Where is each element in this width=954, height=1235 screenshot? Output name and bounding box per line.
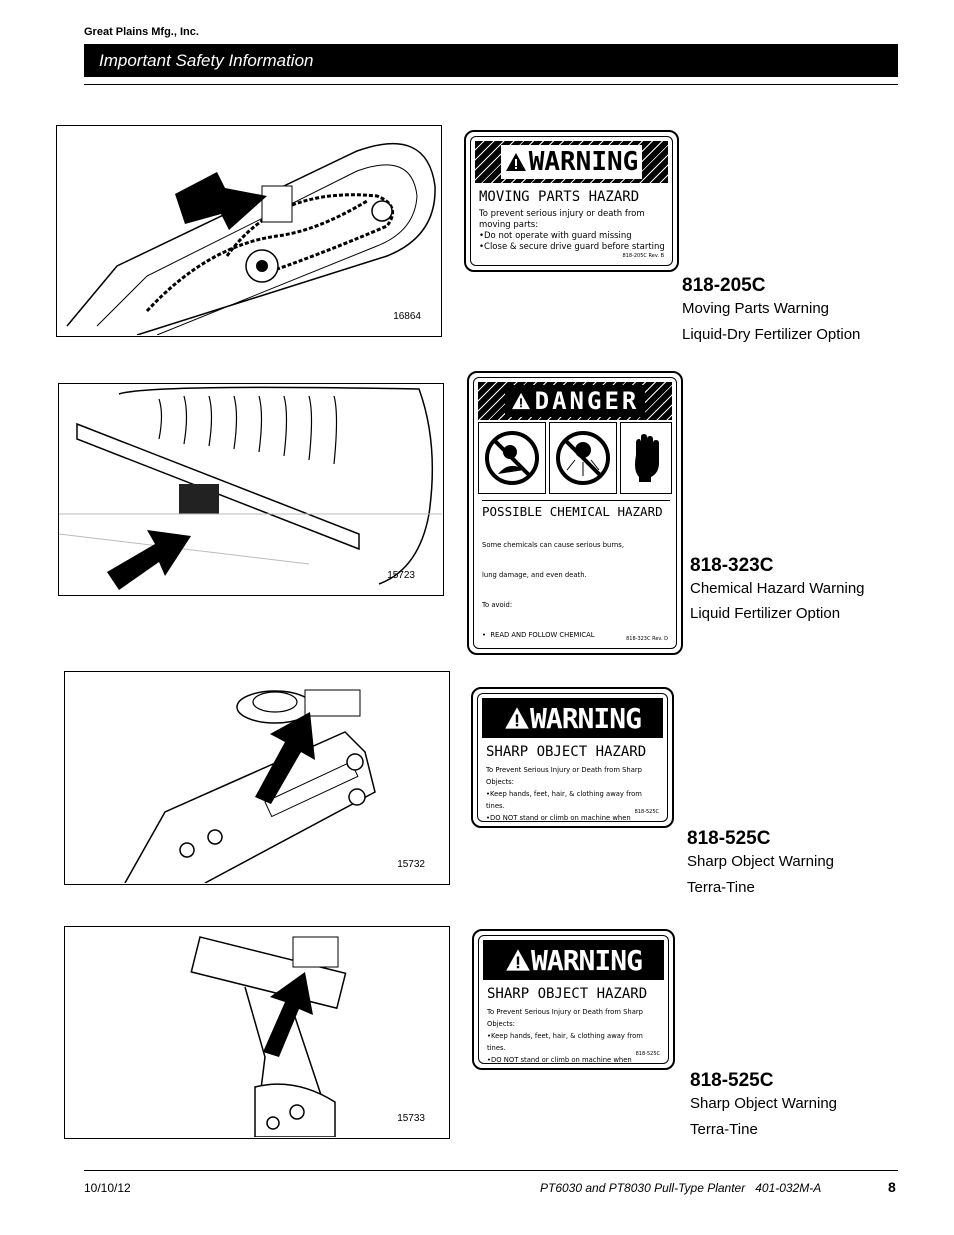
- signal-word-panel: [483, 940, 664, 980]
- body-line: To avoid:: [482, 601, 513, 609]
- warning-triangle-icon: [511, 392, 531, 410]
- part-number: 818-205C: [682, 275, 766, 296]
- part-application: Liquid Fertilizer Option: [690, 605, 841, 622]
- hazard-title: MOVING PARTS HAZARD: [479, 189, 640, 205]
- hazard-title: SHARP OBJECT HAZARD: [486, 744, 647, 760]
- part-description: Moving Parts Warning: [682, 300, 829, 317]
- signal-word-panel: [482, 698, 663, 738]
- photo-chemical-tank: [58, 383, 444, 596]
- body-line: lung damage, and even death.: [482, 571, 587, 579]
- part-application: Terra-Tine: [690, 1121, 758, 1138]
- decal-sharp-object-warning: [472, 929, 675, 1070]
- decal-moving-parts-warning: [464, 130, 679, 272]
- part-number: 818-525C: [687, 828, 771, 849]
- part-description: Sharp Object Warning: [687, 853, 835, 870]
- part-application: Liquid-Dry Fertilizer Option: [682, 326, 861, 343]
- body-line: To prevent serious injury or death from: [479, 209, 645, 219]
- warning-triangle-icon: [505, 948, 531, 972]
- body-line: •DO NOT stand or climb on machine when: [487, 1056, 632, 1064]
- header-divider: [84, 84, 898, 85]
- signal-word-panel: [478, 382, 672, 420]
- body-line: •Close & secure drive guard before starting: [479, 242, 665, 252]
- section-header-bar: [84, 44, 898, 77]
- body-line: •Keep hands, feet, hair, & clothing away from tines.: [487, 1032, 643, 1052]
- part-number: 818-323C: [690, 555, 774, 576]
- body-line: Some chemicals can cause serious burns,: [482, 541, 625, 549]
- body-line: moving parts:: [479, 220, 539, 230]
- photo-number: 15732: [397, 859, 425, 870]
- body-line: • READ AND FOLLOW CHEMICAL: [482, 631, 595, 639]
- body-line: To Prevent Serious Injury or Death from Sharp Objects:: [486, 766, 642, 786]
- part-description: Sharp Object Warning: [690, 1095, 838, 1112]
- no-spray-icon: [549, 422, 617, 494]
- no-inhale-icon: [478, 422, 546, 494]
- body-line: •Keep hands, feet, hair, & clothing away from tines.: [486, 790, 642, 810]
- photo-drive-chain: [56, 125, 442, 337]
- photo-terra-tine-2: [64, 926, 450, 1139]
- hazard-body: [479, 209, 666, 253]
- signal-word-panel: [475, 141, 668, 183]
- decal-sharp-object-warning: [471, 687, 674, 828]
- photo-number: 15723: [387, 570, 415, 581]
- signal-word: DANGER: [534, 387, 640, 415]
- warning-triangle-icon: [505, 152, 527, 172]
- signal-word: WARNING: [529, 701, 641, 735]
- photo-number: 15733: [397, 1113, 425, 1124]
- company-name: Great Plains Mfg., Inc.: [84, 26, 199, 38]
- body-line: •Do not operate with guard missing: [479, 231, 632, 241]
- page-number: 8: [888, 1179, 896, 1195]
- section-title: Important Safety Information: [99, 51, 314, 70]
- hazard-title: SHARP OBJECT HAZARD: [487, 986, 648, 1002]
- decal-chemical-hazard-danger: [467, 371, 683, 655]
- decal-code: 818-525C: [634, 809, 659, 815]
- body-line: •DO NOT stand or climb on machine when: [486, 814, 631, 822]
- part-number: 818-525C: [690, 1070, 774, 1091]
- footer-date: 10/10/12: [84, 1181, 131, 1195]
- pictogram-row: [478, 422, 672, 494]
- footer-divider: [84, 1170, 898, 1171]
- signal-word: WARNING: [530, 943, 642, 977]
- photo-terra-tine-1: [64, 671, 450, 885]
- decal-code: 818-205C Rev. B: [622, 253, 664, 259]
- decal-code: 818-323C Rev. D: [626, 636, 668, 642]
- body-line: To Prevent Serious Injury or Death from Sharp Objects:: [487, 1008, 643, 1028]
- part-description: Chemical Hazard Warning: [690, 580, 865, 597]
- glove-icon: [620, 422, 672, 494]
- hazard-title: POSSIBLE CHEMICAL HAZARD: [482, 500, 670, 519]
- footer-document-title: PT6030 and PT8030 Pull-Type Planter 401-032M-A: [540, 1181, 822, 1195]
- part-application: Terra-Tine: [687, 879, 755, 896]
- signal-word: WARNING: [528, 147, 639, 177]
- warning-triangle-icon: [504, 706, 530, 730]
- photo-number: 16864: [393, 311, 421, 322]
- decal-code: 818-525C: [635, 1051, 660, 1057]
- hazard-body: [482, 520, 670, 649]
